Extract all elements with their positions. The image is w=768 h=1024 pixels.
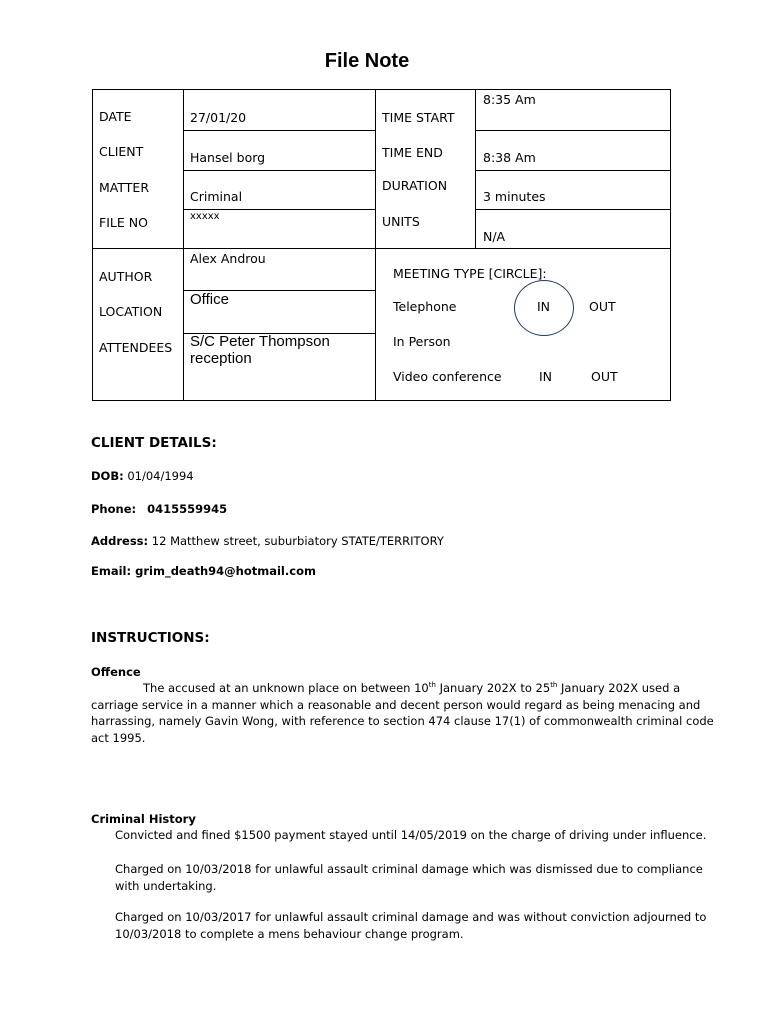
video-in-option: IN [539,369,553,384]
history-item: Charged on 10/03/2017 for unlawful assault criminal damage and was without conviction adjourned to 10/03/2018 to complete a mens behaviour change program. [115,910,707,941]
location-label: LOCATION [99,304,163,319]
table-divider [183,170,375,171]
in-person-label: In Person [393,334,451,349]
author-label: AUTHOR [99,269,153,284]
address-label: Address: [91,534,149,548]
date-value: 27/01/20 [190,110,247,125]
phone-line [91,502,227,516]
date-label: DATE [99,109,132,124]
time-end-value: 8:38 Am [483,150,536,165]
email-value: grim_death94@hotmail.com [135,564,316,578]
dob-line [91,469,194,483]
file-no-label: FILE NO [99,215,148,230]
time-start-label: TIME START [382,110,455,125]
table-divider [183,209,375,210]
page-title: File Note [324,50,410,72]
attendees-value-line: reception [190,350,252,367]
matter-label: MATTER [99,180,149,195]
phone-value: 0415559945 [147,502,228,516]
history-item: Charged on 10/03/2018 for unlawful assault criminal damage which was dismissed due to compliance with undertaking. [115,862,703,893]
offence-text: The accused at an unknown place on between 10 [143,681,429,695]
units-label: UNITS [382,214,420,229]
author-value: Alex Androu [190,251,266,266]
dob-value: 01/04/1994 [127,469,194,483]
ordinal-suffix: th [550,681,558,690]
offence-paragraph [91,680,731,746]
criminal-history-heading: Criminal History [91,812,196,826]
attendees-label: ATTENDEES [99,340,173,355]
ordinal-suffix: th [428,681,436,690]
address-value: 12 Matthew street, suburbiatory STATE/TERRITORY [151,534,444,548]
attendees-value [190,333,330,367]
phone-label: Phone: [91,502,137,516]
location-value: Office [190,291,229,308]
offence-heading: Offence [91,665,141,679]
table-divider [183,130,375,131]
history-item: Convicted and fined $1500 payment stayed until 14/05/2019 on the charge of driving under influence. [115,828,707,842]
telephone-in-option: IN [537,299,551,314]
table-divider [475,170,671,171]
units-value: N/A [483,229,506,244]
table-divider [92,248,671,249]
time-end-label: TIME END [382,145,443,160]
email-label: Email: [91,564,132,578]
telephone-label: Telephone [393,299,457,314]
video-conference-label: Video conference [393,369,502,384]
time-start-value: 8:35 Am [483,92,536,107]
video-out-option: OUT [591,369,618,384]
table-divider [375,89,376,401]
file-note-table [92,89,671,401]
address-line [91,534,444,548]
email-line [91,564,316,578]
table-divider [475,209,671,210]
instructions-heading: INSTRUCTIONS: [91,630,210,646]
duration-value: 3 minutes [483,189,546,204]
offence-text: January 202X to 25 [435,681,551,695]
table-divider [475,89,476,249]
matter-value: Criminal [190,189,243,204]
table-divider [475,130,671,131]
file-no-value: xxxxx [190,211,220,222]
client-value: Hansel borg [190,150,266,165]
attendees-value-line: S/C Peter Thompson [190,333,330,350]
client-label: CLIENT [99,144,144,159]
dob-label: DOB: [91,469,124,483]
meeting-type-label: MEETING TYPE [CIRCLE]: [393,266,547,281]
offence-text: January 202X used a carriage service in a manner which a reasonable and decent person would regard as being menacing and harrassing, namely Gavin Wong, with reference to section 474 clause 17(1) of commonwealth criminal code act 1995. [91,681,714,745]
duration-label: DURATION [382,178,448,193]
table-divider [183,89,184,401]
client-details-heading: CLIENT DETAILS: [91,435,217,451]
telephone-out-option: OUT [589,299,616,314]
